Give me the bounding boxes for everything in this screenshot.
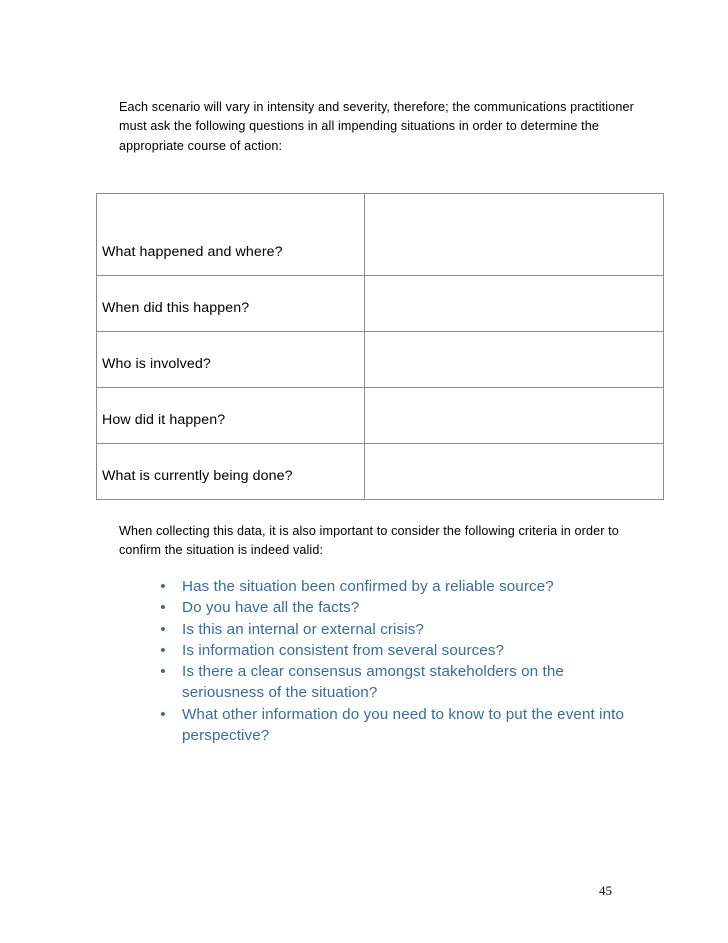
table-row	[97, 444, 664, 500]
answer-cell	[365, 194, 664, 276]
questions-table	[96, 193, 664, 500]
table-row	[97, 388, 664, 444]
table-row	[97, 194, 664, 276]
page-number: 45	[599, 883, 612, 898]
table-row	[97, 332, 664, 388]
criteria-list	[157, 576, 637, 746]
list-item	[157, 619, 637, 640]
answer-cell	[365, 444, 664, 500]
list-item	[157, 704, 637, 747]
list-item-text: Do you have all the facts?	[182, 599, 360, 617]
question-cell: What is currently being done?	[97, 444, 365, 500]
list-item-text: Is information consistent from several sources?	[182, 641, 505, 659]
list-item	[157, 576, 637, 597]
question-cell: What happened and where?	[97, 194, 365, 276]
bullet-icon: •	[160, 705, 166, 723]
bullet-icon: •	[160, 578, 166, 595]
list-item-text: Is there a clear consensus amongst stakeholders on the seriousness of the situation?	[182, 663, 564, 702]
intro-paragraph: Each scenario will vary in intensity and severity, therefore; the communications practitioner must ask the following questions in all impending situations in order to determine the appropriate course of action:	[119, 100, 634, 153]
question-cell: How did it happen?	[97, 388, 365, 444]
list-item	[157, 597, 637, 618]
list-item	[157, 661, 637, 704]
list-item	[157, 640, 637, 661]
bullet-icon: •	[160, 599, 166, 617]
bullet-icon: •	[160, 641, 166, 659]
question-cell: When did this happen?	[97, 276, 365, 332]
list-item-text: Is this an internal or external crisis?	[182, 620, 424, 638]
criteria-intro-paragraph: When collecting this data, it is also important to consider the following criteria in order to confirm the situation is indeed valid:	[119, 524, 619, 558]
bullet-icon: •	[160, 663, 166, 681]
bullet-icon: •	[160, 620, 166, 638]
list-item-text: Has the situation been confirmed by a reliable source?	[182, 578, 554, 595]
list-item-text: What other information do you need to know to put the event into perspective?	[182, 705, 625, 745]
question-cell: Who is involved?	[97, 332, 365, 388]
answer-cell	[365, 388, 664, 444]
answer-cell	[365, 332, 664, 388]
answer-cell	[365, 276, 664, 332]
table-row	[97, 276, 664, 332]
